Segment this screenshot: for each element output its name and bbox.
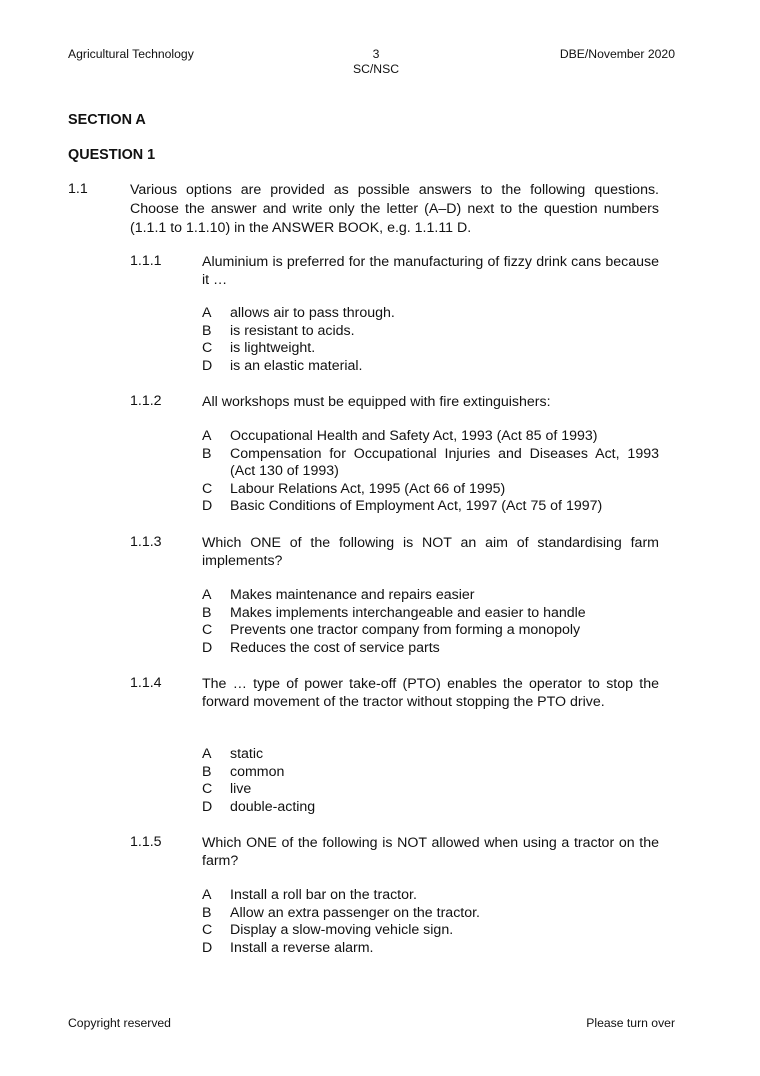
option-text: is lightweight. [230, 340, 316, 357]
option-list [202, 305, 659, 375]
option-text: common [230, 763, 285, 780]
option-item [202, 746, 659, 764]
option-item [202, 887, 659, 905]
option-letter: D [202, 639, 213, 656]
footer-turn-over: Please turn over [586, 1016, 675, 1030]
option-item [202, 498, 659, 516]
option-list [202, 587, 659, 657]
option-text: Install a reverse alarm. [230, 939, 374, 956]
option-letter: D [202, 939, 213, 956]
option-list [202, 428, 659, 516]
option-text: Labour Relations Act, 1995 (Act 66 of 1995) [230, 480, 506, 497]
option-letter: C [202, 340, 213, 357]
option-item [202, 605, 659, 623]
option-item [202, 587, 659, 605]
option-item [202, 446, 659, 481]
section-title: SECTION A [68, 112, 146, 128]
option-letter: B [202, 763, 212, 780]
question-number: 1.1 [68, 181, 88, 197]
question-text: The … type of power take-off (PTO) enables the operator to stop the forward movement of the tractor without stopping the PTO drive. [202, 676, 659, 710]
option-text: live [230, 781, 252, 798]
option-item [202, 764, 659, 782]
option-letter: D [202, 798, 213, 815]
option-item [202, 358, 659, 376]
question-text: Which ONE of the following is NOT allowed when using a tractor on the farm? [202, 835, 659, 869]
option-text: Prevents one tractor company from forming a monopoly [230, 622, 581, 639]
option-text: double-acting [230, 798, 316, 815]
question-title: QUESTION 1 [68, 147, 156, 163]
question-text: All workshops must be equipped with fire extinguishers: [202, 394, 551, 410]
option-text: Reduces the cost of service parts [230, 639, 440, 656]
option-text: static [230, 746, 264, 762]
header-subject: Agricultural Technology [68, 47, 194, 61]
option-letter: C [202, 781, 213, 798]
option-text: Basic Conditions of Employment Act, 1997 (Act 75 of 1997) [230, 498, 603, 515]
option-text: Makes implements interchangeable and easier to handle [230, 604, 586, 621]
option-item [202, 922, 659, 940]
option-text: allows air to pass through. [230, 305, 395, 321]
header-page-block [340, 47, 412, 77]
footer-copyright: Copyright reserved [68, 1016, 171, 1030]
question-number: 1.1.3 [130, 534, 162, 550]
question-instructions: Various options are provided as possible answers to the following questions. Choose the answer and write only the letter (A–D) next to the question numbers (1.1.1 to 1.1.10) in the ANSWER BOOK, e.g. 1.1.11 D. [130, 182, 659, 236]
option-letter: A [202, 587, 212, 603]
question-text: Aluminium is preferred for the manufacturing of fizzy drink cans because it … [202, 254, 659, 288]
question-text: Which ONE of the following is NOT an aim of standardising farm implements? [202, 535, 659, 569]
option-letter: B [202, 904, 212, 921]
option-text: Occupational Health and Safety Act, 1993 (Act 85 of 1993) [230, 428, 598, 444]
option-item [202, 940, 659, 958]
option-list [202, 887, 659, 957]
option-letter: D [202, 498, 213, 515]
question-number: 1.1.4 [130, 675, 162, 691]
option-letter: B [202, 604, 212, 621]
option-letter: A [202, 746, 212, 762]
page-number: 3 [372, 47, 380, 61]
option-item [202, 905, 659, 923]
exam-code: SC/NSC [352, 62, 400, 76]
option-letter: B [202, 322, 212, 339]
option-text: is resistant to acids. [230, 322, 355, 339]
option-letter: C [202, 622, 213, 639]
option-item [202, 323, 659, 341]
option-text: is an elastic material. [230, 357, 363, 374]
option-item [202, 622, 659, 640]
option-item [202, 340, 659, 358]
option-item [202, 781, 659, 799]
option-letter: A [202, 887, 212, 903]
option-text: Install a roll bar on the tractor. [230, 887, 417, 903]
option-item [202, 640, 659, 658]
option-letter: C [202, 922, 213, 939]
question-number: 1.1.5 [130, 834, 162, 850]
question-number: 1.1.1 [130, 253, 162, 269]
option-item [202, 481, 659, 499]
option-text: Makes maintenance and repairs easier [230, 587, 475, 603]
option-letter: B [202, 445, 212, 462]
question-number: 1.1.2 [130, 393, 162, 409]
option-text: Compensation for Occupational Injuries and Diseases Act, 1993 (Act 130 of 1993) [230, 445, 659, 480]
option-item [202, 305, 659, 323]
option-item [202, 799, 659, 817]
option-letter: D [202, 357, 213, 374]
option-letter: A [202, 305, 212, 321]
option-letter: A [202, 428, 212, 444]
header-exam-date: DBE/November 2020 [559, 47, 675, 61]
option-list [202, 746, 659, 816]
option-text: Display a slow-moving vehicle sign. [230, 922, 454, 939]
option-letter: C [202, 480, 213, 497]
option-item [202, 428, 659, 446]
option-text: Allow an extra passenger on the tractor. [230, 904, 480, 921]
